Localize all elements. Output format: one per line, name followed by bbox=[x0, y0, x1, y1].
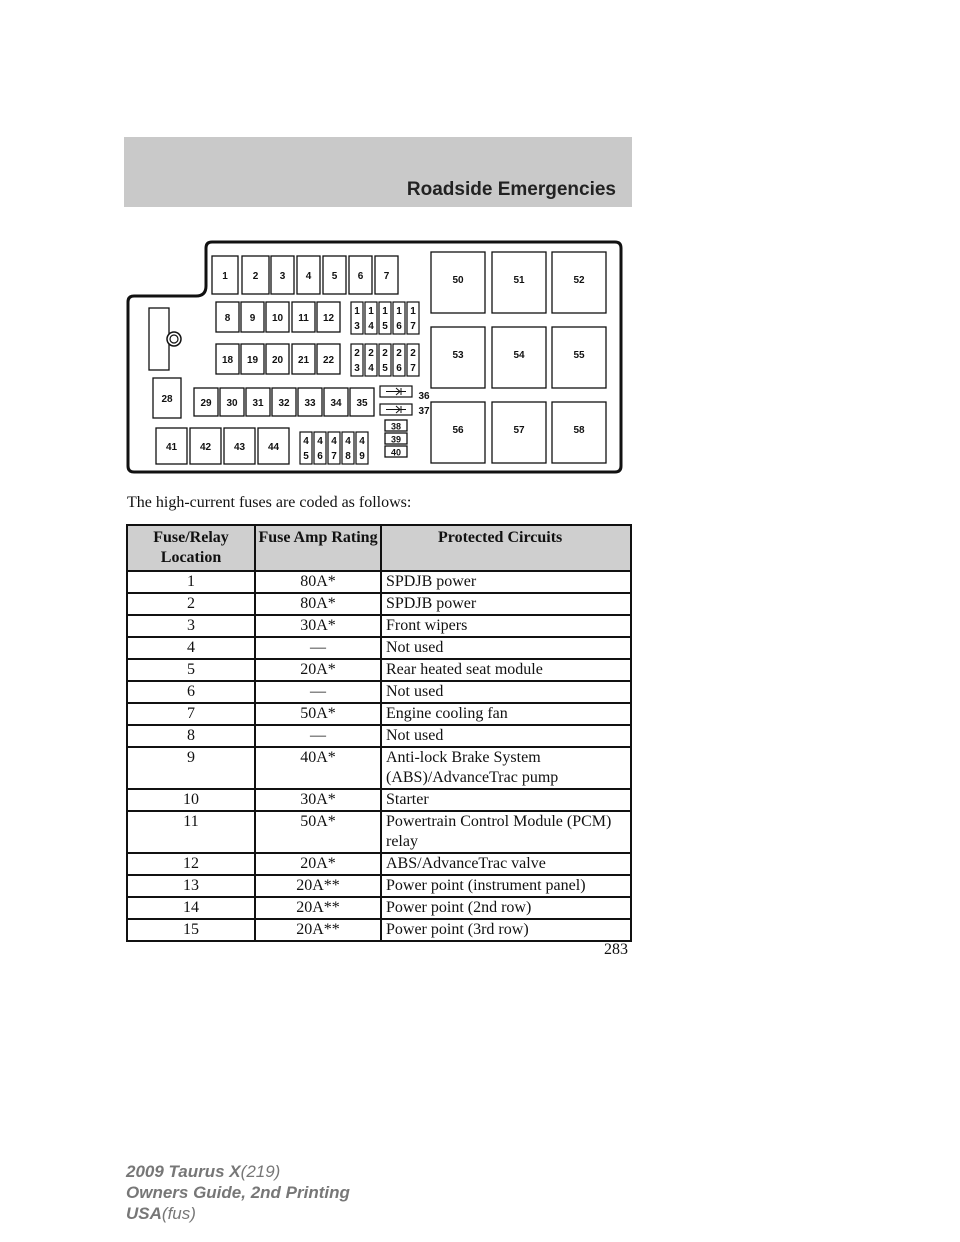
fuse-41-label: 41 bbox=[165, 442, 178, 453]
page-number: 283 bbox=[604, 941, 628, 958]
mini-fuse-26-digit-1: 2 bbox=[396, 348, 402, 359]
mini-fuse-48-digit-2: 8 bbox=[345, 451, 351, 462]
cell-location: 6 bbox=[127, 681, 255, 703]
footer-line-1: 2009 Taurus X(219) bbox=[126, 1162, 281, 1181]
cell-protected-circuit: ABS/AdvanceTrac valve bbox=[381, 853, 631, 875]
mini-fuse-14-digit-1: 1 bbox=[368, 306, 374, 317]
diode-36-label: 36 bbox=[418, 391, 430, 402]
fuse-8-label: 8 bbox=[224, 313, 231, 324]
diode-37-label: 37 bbox=[418, 406, 430, 417]
table-row bbox=[127, 593, 631, 615]
cell-location: 14 bbox=[127, 897, 255, 919]
mini-fuse-46-digit-2: 6 bbox=[317, 451, 323, 462]
fuse-panel-svg bbox=[124, 238, 624, 474]
cell-amp-rating: 30A* bbox=[255, 615, 381, 637]
cell-protected-circuit: Power point (2nd row) bbox=[381, 897, 631, 919]
footer bbox=[126, 1161, 350, 1224]
relay-54-label: 54 bbox=[513, 350, 525, 361]
table-row bbox=[127, 789, 631, 811]
cell-amp-rating: 20A** bbox=[255, 919, 381, 941]
mini-fuse-47-digit-2: 7 bbox=[331, 451, 337, 462]
fuse-1-label: 1 bbox=[222, 271, 228, 282]
table-row bbox=[127, 853, 631, 875]
mini-fuse-49-digit-1: 4 bbox=[359, 436, 365, 447]
mini-fuse-25-digit-2: 5 bbox=[382, 363, 388, 374]
cell-location: 15 bbox=[127, 919, 255, 941]
mini-fuse-46-digit-1: 4 bbox=[317, 436, 323, 447]
mini-fuse-15-digit-2: 5 bbox=[382, 321, 388, 332]
cell-amp-rating: 20A** bbox=[255, 897, 381, 919]
table-row bbox=[127, 615, 631, 637]
mounting-block bbox=[149, 308, 169, 370]
mini-fuse-26-digit-2: 6 bbox=[396, 363, 402, 374]
mini-fuse-13-digit-2: 3 bbox=[354, 321, 360, 332]
cell-location: 9 bbox=[127, 747, 255, 789]
cell-location: 10 bbox=[127, 789, 255, 811]
relay-57-label: 57 bbox=[513, 425, 525, 436]
table-row bbox=[127, 897, 631, 919]
relay-50-label: 50 bbox=[452, 275, 464, 286]
cell-location: 11 bbox=[127, 811, 255, 853]
cell-location: 1 bbox=[127, 571, 255, 593]
relay-52-label: 52 bbox=[573, 275, 585, 286]
cell-amp-rating: 30A* bbox=[255, 789, 381, 811]
section-header-band bbox=[124, 137, 632, 207]
mini-fuse-13-digit-1: 1 bbox=[354, 306, 360, 317]
mounting-bolt-inner-icon bbox=[170, 335, 178, 343]
fuse-18-label: 18 bbox=[221, 355, 234, 366]
cell-location: 8 bbox=[127, 725, 255, 747]
mini-fuse-16-digit-2: 6 bbox=[396, 321, 402, 332]
fuse-12-label: 12 bbox=[322, 313, 335, 324]
table-row bbox=[127, 703, 631, 725]
footer-line-2: Owners Guide, 2nd Printing bbox=[126, 1183, 350, 1202]
cell-amp-rating: 50A* bbox=[255, 811, 381, 853]
mini-fuse-24-digit-1: 2 bbox=[368, 348, 374, 359]
fuse-35-label: 35 bbox=[356, 398, 368, 409]
table-row bbox=[127, 919, 631, 941]
fuse-4-label: 4 bbox=[305, 271, 312, 282]
fuse-7-label: 7 bbox=[383, 271, 390, 282]
fuse-34-label: 34 bbox=[330, 398, 342, 409]
fuse-44-label: 44 bbox=[267, 442, 280, 453]
footer-line-3: USA(fus) bbox=[126, 1204, 196, 1223]
cell-amp-rating: — bbox=[255, 681, 381, 703]
cell-amp-rating: 20A** bbox=[255, 875, 381, 897]
fuse-table-header bbox=[127, 525, 631, 571]
mini-fuse-49-digit-2: 9 bbox=[359, 451, 365, 462]
cell-amp-rating: 80A* bbox=[255, 571, 381, 593]
cell-protected-circuit: Power point (instrument panel) bbox=[381, 875, 631, 897]
cell-amp-rating: 20A* bbox=[255, 853, 381, 875]
table-row bbox=[127, 659, 631, 681]
table-row bbox=[127, 637, 631, 659]
cell-amp-rating: — bbox=[255, 637, 381, 659]
mini-fuse-45-digit-1: 4 bbox=[303, 436, 309, 447]
cell-protected-circuit: Front wipers bbox=[381, 615, 631, 637]
fuse-table bbox=[126, 524, 632, 942]
cell-protected-circuit: Not used bbox=[381, 681, 631, 703]
table-row bbox=[127, 571, 631, 593]
cell-protected-circuit: Not used bbox=[381, 725, 631, 747]
cell-amp-rating: 40A* bbox=[255, 747, 381, 789]
fuse-42-label: 42 bbox=[199, 442, 212, 453]
mini-fuse-27-digit-1: 2 bbox=[410, 348, 416, 359]
cell-location: 4 bbox=[127, 637, 255, 659]
fuse-5-label: 5 bbox=[331, 271, 338, 282]
fuse-43-label: 43 bbox=[233, 442, 246, 453]
table-row bbox=[127, 811, 631, 853]
cell-protected-circuit: Power point (3rd row) bbox=[381, 919, 631, 941]
fuse-19-label: 19 bbox=[246, 355, 259, 366]
fuse-29-label: 29 bbox=[200, 398, 212, 409]
mini-fuse-47-digit-1: 4 bbox=[331, 436, 337, 447]
table-row bbox=[127, 747, 631, 789]
fuse-31-label: 31 bbox=[252, 398, 264, 409]
fuse-panel-diagram bbox=[124, 238, 624, 479]
section-title: Roadside Emergencies bbox=[406, 179, 616, 200]
cell-location: 3 bbox=[127, 615, 255, 637]
mini-fuse-17-digit-1: 1 bbox=[410, 306, 416, 317]
fuse-20-label: 20 bbox=[271, 355, 284, 366]
fuse-32-label: 32 bbox=[278, 398, 290, 409]
cell-location: 2 bbox=[127, 593, 255, 615]
fuse-38-label: 38 bbox=[390, 421, 402, 432]
mini-fuse-45-digit-2: 5 bbox=[303, 451, 309, 462]
relay-56-label: 56 bbox=[452, 425, 464, 436]
fuse-30-label: 30 bbox=[226, 398, 238, 409]
cell-protected-circuit: SPDJB power bbox=[381, 571, 631, 593]
intro-text: The high-current fuses are coded as follows: bbox=[127, 494, 412, 511]
header-protected-circuits: Protected Circuits bbox=[381, 525, 631, 571]
mini-fuse-23-digit-2: 3 bbox=[354, 363, 360, 374]
header-location: Fuse/Relay Location bbox=[127, 525, 255, 571]
table-row bbox=[127, 681, 631, 703]
fuse-21-label: 21 bbox=[297, 355, 310, 366]
cell-protected-circuit: Anti-lock Brake System (ABS)/AdvanceTrac pump bbox=[381, 747, 631, 789]
fuse-10-label: 10 bbox=[271, 313, 284, 324]
fuse-22-label: 22 bbox=[322, 355, 335, 366]
mini-fuse-24-digit-2: 4 bbox=[368, 363, 374, 374]
mini-fuse-17-digit-2: 7 bbox=[410, 321, 416, 332]
fuse-11-label: 11 bbox=[298, 313, 309, 324]
relay-51-label: 51 bbox=[513, 275, 525, 286]
fuse-33-label: 33 bbox=[304, 398, 316, 409]
cell-protected-circuit: Starter bbox=[381, 789, 631, 811]
relay-53-label: 53 bbox=[452, 350, 464, 361]
table-row bbox=[127, 725, 631, 747]
fuse-39-label: 39 bbox=[390, 434, 402, 445]
cell-protected-circuit: SPDJB power bbox=[381, 593, 631, 615]
mini-fuse-16-digit-1: 1 bbox=[396, 306, 402, 317]
table-row bbox=[127, 875, 631, 897]
header-amp-rating: Fuse Amp Rating bbox=[255, 525, 381, 571]
cell-location: 13 bbox=[127, 875, 255, 897]
cell-amp-rating: 80A* bbox=[255, 593, 381, 615]
relay-58-label: 58 bbox=[573, 425, 585, 436]
fuse-3-label: 3 bbox=[279, 271, 286, 282]
fuse-6-label: 6 bbox=[357, 271, 364, 282]
mini-fuse-27-digit-2: 7 bbox=[410, 363, 416, 374]
cell-amp-rating: — bbox=[255, 725, 381, 747]
mini-fuse-25-digit-1: 2 bbox=[382, 348, 388, 359]
mini-fuse-15-digit-1: 1 bbox=[382, 306, 388, 317]
cell-location: 5 bbox=[127, 659, 255, 681]
cell-location: 7 bbox=[127, 703, 255, 725]
cell-amp-rating: 50A* bbox=[255, 703, 381, 725]
fuse-40-label: 40 bbox=[390, 447, 402, 458]
cell-protected-circuit: Powertrain Control Module (PCM) relay bbox=[381, 811, 631, 853]
cell-protected-circuit: Not used bbox=[381, 637, 631, 659]
mini-fuse-48-digit-1: 4 bbox=[345, 436, 351, 447]
relay-28-label: 28 bbox=[161, 394, 173, 405]
fuse-2-label: 2 bbox=[252, 271, 259, 282]
cell-protected-circuit: Rear heated seat module bbox=[381, 659, 631, 681]
cell-location: 12 bbox=[127, 853, 255, 875]
relay-55-label: 55 bbox=[573, 350, 585, 361]
cell-protected-circuit: Engine cooling fan bbox=[381, 703, 631, 725]
cell-amp-rating: 20A* bbox=[255, 659, 381, 681]
fuse-9-label: 9 bbox=[249, 313, 256, 324]
mini-fuse-14-digit-2: 4 bbox=[368, 321, 374, 332]
mini-fuse-23-digit-1: 2 bbox=[354, 348, 360, 359]
